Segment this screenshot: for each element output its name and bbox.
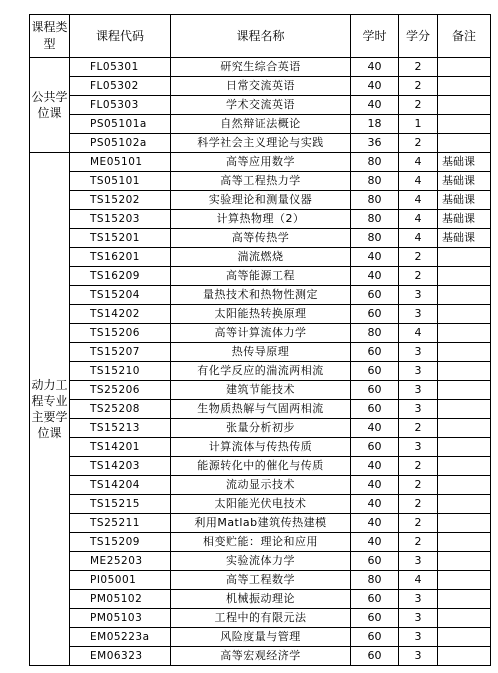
course-code-cell: TS14204 <box>70 476 171 495</box>
course-sheet <box>29 14 491 666</box>
credits-cell: 3 <box>399 381 438 400</box>
course-code-cell: ME25203 <box>70 552 171 571</box>
credits-cell: 2 <box>399 96 438 115</box>
table-row <box>30 248 491 267</box>
table-row <box>30 609 491 628</box>
hours-cell: 40 <box>351 248 399 267</box>
credits-cell: 2 <box>399 134 438 153</box>
note-cell <box>438 647 491 666</box>
hours-cell: 80 <box>351 191 399 210</box>
note-cell: 基础课 <box>438 229 491 248</box>
course-code-cell: TS15207 <box>70 343 171 362</box>
credits-cell: 4 <box>399 571 438 590</box>
note-cell <box>438 267 491 286</box>
table-row <box>30 533 491 552</box>
category-cell: 公共学位课 <box>30 58 70 153</box>
note-cell <box>438 381 491 400</box>
note-cell <box>438 324 491 343</box>
hours-cell: 18 <box>351 115 399 134</box>
course-name-cell: 高等工程数学 <box>171 571 351 590</box>
hours-cell: 60 <box>351 647 399 666</box>
course-name-cell: 利用Matlab建筑传热建模 <box>171 514 351 533</box>
table-row <box>30 305 491 324</box>
note-cell <box>438 457 491 476</box>
credits-cell: 1 <box>399 115 438 134</box>
table-row <box>30 476 491 495</box>
course-code-cell: PS05101a <box>70 115 171 134</box>
hours-cell: 80 <box>351 229 399 248</box>
course-name-cell: 计算热物理（2） <box>171 210 351 229</box>
hours-cell: 80 <box>351 210 399 229</box>
note-cell <box>438 552 491 571</box>
course-code-cell: TS25208 <box>70 400 171 419</box>
note-cell <box>438 134 491 153</box>
table-row <box>30 495 491 514</box>
course-name-cell: 热传导原理 <box>171 343 351 362</box>
note-cell <box>438 115 491 134</box>
note-cell <box>438 514 491 533</box>
course-name-cell: 太阳能热转换原理 <box>171 305 351 324</box>
note-cell <box>438 476 491 495</box>
credits-cell: 4 <box>399 210 438 229</box>
credits-cell: 4 <box>399 172 438 191</box>
table-row <box>30 324 491 343</box>
course-name-cell: 高等宏观经济学 <box>171 647 351 666</box>
hours-cell: 80 <box>351 172 399 191</box>
note-cell: 基础课 <box>438 191 491 210</box>
course-code-cell: PI05001 <box>70 571 171 590</box>
credits-cell: 3 <box>399 438 438 457</box>
credits-cell: 4 <box>399 324 438 343</box>
hours-cell: 60 <box>351 609 399 628</box>
course-code-cell: TS15206 <box>70 324 171 343</box>
course-name-cell: 高等传热学 <box>171 229 351 248</box>
course-code-cell: TS15213 <box>70 419 171 438</box>
course-code-cell: ME05101 <box>70 153 171 172</box>
credits-cell: 3 <box>399 343 438 362</box>
course-name-cell: 高等计算流体力学 <box>171 324 351 343</box>
course-name-cell: 高等工程热力学 <box>171 172 351 191</box>
table-row <box>30 590 491 609</box>
hours-cell: 40 <box>351 476 399 495</box>
note-cell: 基础课 <box>438 172 491 191</box>
course-name-cell: 学术交流英语 <box>171 96 351 115</box>
table-row <box>30 172 491 191</box>
course-name-cell: 湍流燃烧 <box>171 248 351 267</box>
table-row <box>30 381 491 400</box>
table-row <box>30 400 491 419</box>
hours-cell: 60 <box>351 381 399 400</box>
table-row <box>30 552 491 571</box>
hours-cell: 40 <box>351 514 399 533</box>
table-row <box>30 58 491 77</box>
course-table <box>29 14 491 666</box>
table-row <box>30 514 491 533</box>
hours-cell: 40 <box>351 267 399 286</box>
course-code-cell: EM06323 <box>70 647 171 666</box>
hours-cell: 40 <box>351 96 399 115</box>
course-name-cell: 实验流体力学 <box>171 552 351 571</box>
table-row <box>30 286 491 305</box>
note-cell <box>438 305 491 324</box>
course-code-cell: TS15203 <box>70 210 171 229</box>
course-name-cell: 实验理论和测量仪器 <box>171 191 351 210</box>
course-code-cell: TS15202 <box>70 191 171 210</box>
note-cell <box>438 609 491 628</box>
course-code-cell: EM05223a <box>70 628 171 647</box>
note-cell <box>438 286 491 305</box>
credits-cell: 2 <box>399 77 438 96</box>
note-cell <box>438 96 491 115</box>
note-cell <box>438 438 491 457</box>
course-code-cell: TS14202 <box>70 305 171 324</box>
credits-cell: 2 <box>399 514 438 533</box>
course-name-cell: 机械振动理论 <box>171 590 351 609</box>
note-cell: 基础课 <box>438 153 491 172</box>
note-cell: 基础课 <box>438 210 491 229</box>
table-row <box>30 96 491 115</box>
credits-cell: 2 <box>399 267 438 286</box>
table-row <box>30 153 491 172</box>
note-cell <box>438 533 491 552</box>
table-row <box>30 210 491 229</box>
course-name-cell: 风险度量与管理 <box>171 628 351 647</box>
note-cell <box>438 495 491 514</box>
course-name-cell: 科学社会主义理论与实践 <box>171 134 351 153</box>
course-name-cell: 自然辩证法概论 <box>171 115 351 134</box>
table-row <box>30 362 491 381</box>
hours-cell: 60 <box>351 305 399 324</box>
hours-cell: 60 <box>351 362 399 381</box>
header-notes: 备注 <box>438 15 491 58</box>
hours-cell: 40 <box>351 419 399 438</box>
note-cell <box>438 77 491 96</box>
credits-cell: 2 <box>399 457 438 476</box>
hours-cell: 60 <box>351 590 399 609</box>
credits-cell: 2 <box>399 419 438 438</box>
course-name-cell: 工程中的有限元法 <box>171 609 351 628</box>
credits-cell: 3 <box>399 305 438 324</box>
course-code-cell: TS25211 <box>70 514 171 533</box>
course-code-cell: TS15201 <box>70 229 171 248</box>
note-cell <box>438 362 491 381</box>
course-code-cell: TS15204 <box>70 286 171 305</box>
course-code-cell: TS15210 <box>70 362 171 381</box>
note-cell <box>438 248 491 267</box>
credits-cell: 3 <box>399 286 438 305</box>
note-cell <box>438 571 491 590</box>
course-name-cell: 高等能源工程 <box>171 267 351 286</box>
header-row <box>30 15 491 58</box>
course-name-cell: 建筑节能技术 <box>171 381 351 400</box>
table-body <box>30 58 491 666</box>
hours-cell: 40 <box>351 533 399 552</box>
course-code-cell: TS16201 <box>70 248 171 267</box>
course-code-cell: FL05303 <box>70 96 171 115</box>
course-name-cell: 量热技术和热物性测定 <box>171 286 351 305</box>
credits-cell: 2 <box>399 476 438 495</box>
course-code-cell: TS16209 <box>70 267 171 286</box>
hours-cell: 36 <box>351 134 399 153</box>
note-cell <box>438 343 491 362</box>
table-row <box>30 571 491 590</box>
course-name-cell: 张量分析初步 <box>171 419 351 438</box>
header-hours: 学时 <box>351 15 399 58</box>
hours-cell: 40 <box>351 77 399 96</box>
credits-cell: 3 <box>399 609 438 628</box>
hours-cell: 60 <box>351 438 399 457</box>
course-code-cell: PS05102a <box>70 134 171 153</box>
credits-cell: 3 <box>399 552 438 571</box>
hours-cell: 40 <box>351 495 399 514</box>
table-row <box>30 343 491 362</box>
course-code-cell: TS15215 <box>70 495 171 514</box>
course-name-cell: 有化学反应的湍流两相流 <box>171 362 351 381</box>
hours-cell: 40 <box>351 58 399 77</box>
course-name-cell: 计算流体与传热传质 <box>171 438 351 457</box>
course-name-cell: 相变贮能：理论和应用 <box>171 533 351 552</box>
hours-cell: 80 <box>351 571 399 590</box>
table-row <box>30 229 491 248</box>
table-row <box>30 77 491 96</box>
course-name-cell: 太阳能光伏电技术 <box>171 495 351 514</box>
credits-cell: 2 <box>399 495 438 514</box>
credits-cell: 4 <box>399 153 438 172</box>
table-row <box>30 647 491 666</box>
table-row <box>30 191 491 210</box>
header-code: 课程代码 <box>70 15 171 58</box>
credits-cell: 2 <box>399 533 438 552</box>
credits-cell: 2 <box>399 248 438 267</box>
table-row <box>30 419 491 438</box>
course-name-cell: 高等应用数学 <box>171 153 351 172</box>
credits-cell: 3 <box>399 362 438 381</box>
course-code-cell: TS14203 <box>70 457 171 476</box>
hours-cell: 80 <box>351 324 399 343</box>
credits-cell: 2 <box>399 58 438 77</box>
note-cell <box>438 590 491 609</box>
hours-cell: 60 <box>351 343 399 362</box>
table-row <box>30 115 491 134</box>
table-row <box>30 267 491 286</box>
course-code-cell: PM05102 <box>70 590 171 609</box>
course-code-cell: TS14201 <box>70 438 171 457</box>
note-cell <box>438 419 491 438</box>
course-name-cell: 研究生综合英语 <box>171 58 351 77</box>
hours-cell: 60 <box>351 400 399 419</box>
table-row <box>30 438 491 457</box>
credits-cell: 4 <box>399 229 438 248</box>
course-name-cell: 能源转化中的催化与传质 <box>171 457 351 476</box>
note-cell <box>438 58 491 77</box>
course-code-cell: PM05103 <box>70 609 171 628</box>
course-code-cell: TS25206 <box>70 381 171 400</box>
course-name-cell: 日常交流英语 <box>171 77 351 96</box>
header-credits: 学分 <box>399 15 438 58</box>
course-name-cell: 流动显示技术 <box>171 476 351 495</box>
hours-cell: 40 <box>351 457 399 476</box>
note-cell <box>438 628 491 647</box>
course-code-cell: TS15209 <box>70 533 171 552</box>
note-cell <box>438 400 491 419</box>
header-category: 课程类型 <box>30 15 70 58</box>
course-name-cell: 生物质热解与气固两相流 <box>171 400 351 419</box>
category-cell: 动力工程专业主要学位课 <box>30 153 70 666</box>
table-row <box>30 134 491 153</box>
hours-cell: 60 <box>351 628 399 647</box>
credits-cell: 3 <box>399 628 438 647</box>
credits-cell: 3 <box>399 590 438 609</box>
hours-cell: 80 <box>351 153 399 172</box>
credits-cell: 3 <box>399 400 438 419</box>
hours-cell: 60 <box>351 286 399 305</box>
table-row <box>30 457 491 476</box>
hours-cell: 60 <box>351 552 399 571</box>
course-code-cell: TS05101 <box>70 172 171 191</box>
course-code-cell: FL05302 <box>70 77 171 96</box>
header-name: 课程名称 <box>171 15 351 58</box>
credits-cell: 4 <box>399 191 438 210</box>
course-code-cell: FL05301 <box>70 58 171 77</box>
credits-cell: 3 <box>399 647 438 666</box>
table-row <box>30 628 491 647</box>
